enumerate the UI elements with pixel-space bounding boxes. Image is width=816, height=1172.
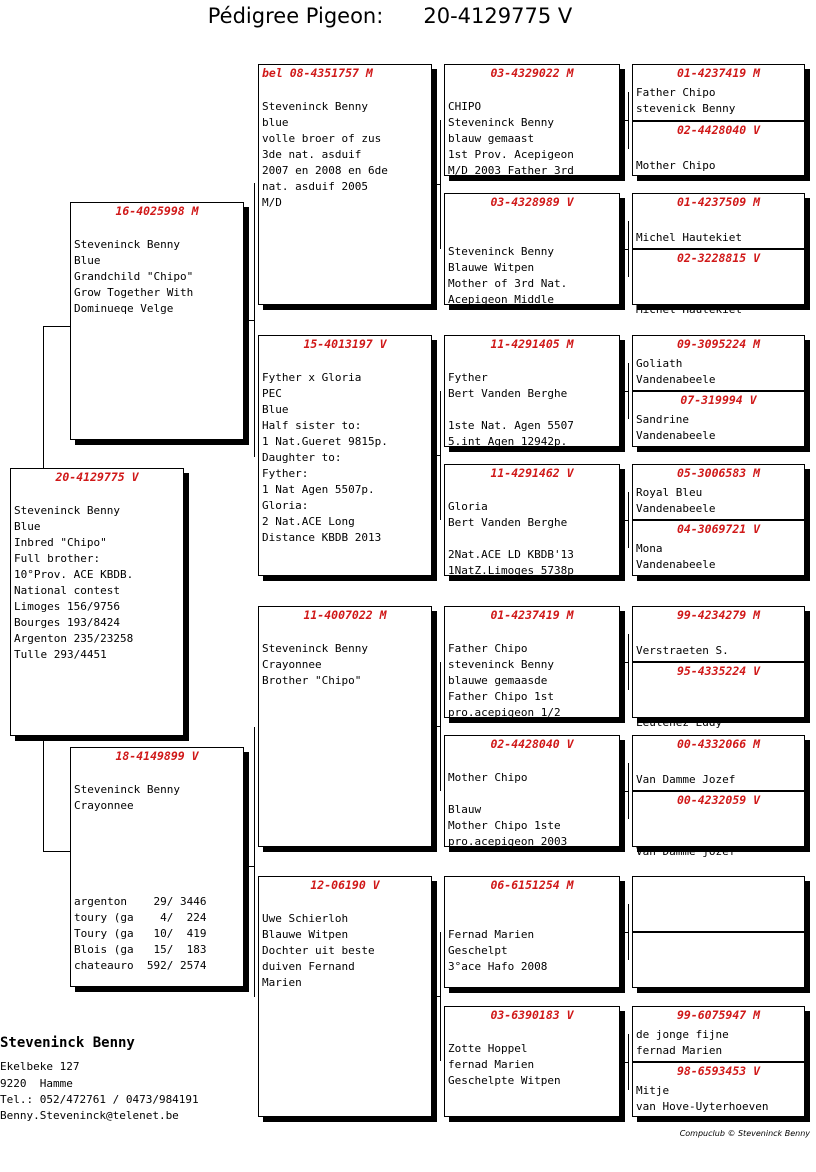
pigeon-detail-line: Dochter uit beste xyxy=(262,944,375,957)
ring-number: bel 08-4351757 M xyxy=(262,66,373,80)
pigeon-detail-line: Geschelpt xyxy=(448,944,508,957)
pigeon-detail-line: 2 Nat.ACE Long xyxy=(262,515,355,528)
pigeon-detail-line: Distance KBDB 2013 xyxy=(262,531,382,544)
copyright-note: Compuclub © Steveninck Benny xyxy=(679,1129,810,1138)
pigeon-detail-line: National contest xyxy=(14,584,120,597)
pigeon-card xyxy=(258,876,432,1117)
pigeon-card xyxy=(632,791,805,858)
ring-number: 11-4291405 M xyxy=(490,337,574,351)
owner-email: Benny.Steveninck@telenet.be xyxy=(0,1109,179,1122)
connector-line xyxy=(620,791,629,792)
pigeon-card xyxy=(444,1006,620,1117)
pigeon-detail-line: pro.acepigeon 2003 xyxy=(448,835,568,848)
pigeon-card xyxy=(444,876,620,988)
pigeon-detail-line: Blois (ga 15/ 183 xyxy=(74,943,207,956)
pigeon-detail-line: Blauwe Witpen xyxy=(448,261,535,274)
pigeon-detail-line: argenton 29/ 3446 xyxy=(74,895,207,908)
pigeon-detail-line: toury (ga 4/ 224 xyxy=(74,911,207,924)
pigeon-detail-line: Tulle 293/4451 xyxy=(14,648,107,661)
pigeon-detail-line: Bert Vanden Berghe xyxy=(448,387,568,400)
ring-number: 02-4428040 V xyxy=(490,737,574,751)
pigeon-detail-line: Mona xyxy=(636,542,663,555)
connector-line xyxy=(432,184,441,185)
pigeon-card xyxy=(444,464,620,576)
pigeon-detail-line: 3°ace Hafo 2008 xyxy=(448,960,548,973)
pigeon-card xyxy=(258,64,432,305)
pigeon-detail-line: M/D 2003 Father 3rd xyxy=(448,164,574,177)
pigeon-card xyxy=(632,121,805,176)
ring-number: 05-3006583 M xyxy=(676,466,761,480)
pigeon-detail-line: Verstraeten S. xyxy=(636,644,729,657)
pigeon-detail-line: Father Chipo 1st xyxy=(448,690,554,703)
pigeon-card xyxy=(632,932,805,988)
pigeon-detail-line: Blauw xyxy=(448,803,482,816)
pigeon-detail-line: volle broer of zus xyxy=(262,132,382,145)
pigeon-card xyxy=(632,193,805,249)
pigeon-detail-line: Van Damme Jozef xyxy=(636,773,736,786)
pigeon-card xyxy=(70,202,244,440)
pigeon-detail-line: fernad Marien xyxy=(636,1044,723,1057)
pigeon-detail-line: steveninck Benny xyxy=(448,658,554,671)
connector-line xyxy=(244,320,255,321)
connector-line xyxy=(432,726,441,727)
pigeon-detail-line: Vandenabeele xyxy=(636,558,716,571)
pigeon-detail-line: Brother "Chipo" xyxy=(262,674,362,687)
ring-number: 03-4328989 V xyxy=(490,195,574,209)
pigeon-card xyxy=(70,747,244,987)
pigeon-detail-line: Fyther x Gloria xyxy=(262,371,362,384)
pigeon-detail-line: Grow Together With xyxy=(74,286,194,299)
pigeon-card xyxy=(632,464,805,520)
connector-line xyxy=(43,326,70,327)
pigeon-detail-line: Steveninck Benny xyxy=(262,100,368,113)
ring-number: 01-4237509 M xyxy=(676,195,761,209)
pigeon-detail-line: CHIPO xyxy=(448,100,482,113)
pigeon-detail-line: Vandenabeele xyxy=(636,373,716,386)
ring-number: 98-6593453 V xyxy=(676,1064,761,1078)
pigeon-detail-line: 3de nat. asduif xyxy=(262,148,362,161)
ring-number: 01-4237419 M xyxy=(490,608,574,622)
ring-number: 00-4232059 V xyxy=(676,793,761,807)
pigeon-detail-line: Dominueqe Velge xyxy=(74,302,174,315)
pigeon-detail-line: Leutenez Eddy xyxy=(636,716,723,729)
ring-number: 03-4329022 M xyxy=(490,66,574,80)
owner-name: Steveninck Benny xyxy=(0,1035,135,1051)
ring-number: 11-4291462 V xyxy=(490,466,574,480)
pigeon-detail-line: 10°Prov. ACE KBDB. xyxy=(14,568,134,581)
pigeon-detail-line: Argenton 235/23258 xyxy=(14,632,134,645)
ring-number: 09-3095224 M xyxy=(676,337,761,351)
connector-line xyxy=(43,326,44,468)
pigeon-detail-line: Blue xyxy=(262,403,289,416)
ring-number: 20-4129775 V xyxy=(55,470,139,484)
pigeon-detail-line: Royal Bleu xyxy=(636,486,703,499)
pigeon-detail-line: Toury (ga 10/ 419 xyxy=(74,927,207,940)
pigeon-detail-line: Mother of 3rd Nat. xyxy=(448,277,568,290)
pigeon-card xyxy=(632,335,805,391)
pigeon-detail-line: Full brother: xyxy=(14,552,101,565)
ring-number: 99-6075947 M xyxy=(676,1008,761,1022)
pigeon-detail-line: 5.int Agen 12942p. xyxy=(448,435,568,448)
ring-number: 95-4335224 V xyxy=(676,664,761,678)
pigeon-detail-line: Vandenabeele xyxy=(636,502,716,515)
pigeon-detail-line: blauwe gemaasde xyxy=(448,674,548,687)
pigeon-detail-line: Michel Hautekiet xyxy=(636,303,742,316)
pigeon-detail-line: Gloria: xyxy=(262,499,309,512)
connector-line xyxy=(620,520,629,521)
pigeon-detail-line: PEC xyxy=(262,387,282,400)
connector-line xyxy=(244,866,255,867)
owner-city: 9220 Hamme xyxy=(0,1077,73,1090)
pigeon-detail-line: Uwe Schierloh xyxy=(262,912,349,925)
pigeon-card xyxy=(632,606,805,662)
pigeon-detail-line: Zotte Hoppel xyxy=(448,1042,528,1055)
pigeon-card xyxy=(632,876,805,932)
pigeon-detail-line: Steveninck Benny xyxy=(14,504,120,517)
pigeon-detail-line: Mitje xyxy=(636,1084,670,1097)
pigeon-detail-line: Vandenabeele xyxy=(636,429,716,442)
pigeon-detail-line: Marien xyxy=(262,976,302,989)
pigeon-detail-line: Crayonnee xyxy=(262,658,322,671)
connector-line xyxy=(432,996,441,997)
ring-number: 03-6390183 V xyxy=(490,1008,574,1022)
pigeon-detail-line: Blauwe Witpen xyxy=(262,928,349,941)
owner-phone: Tel.: 052/472761 / 0473/984191 xyxy=(0,1093,199,1106)
pigeon-detail-line: nat. asduif 2005 xyxy=(262,180,368,193)
pigeon-detail-line: 1 Nat Agen 5507p. xyxy=(262,483,375,496)
page-title: Pédigree Pigeon: 20-4129775 V xyxy=(207,4,573,28)
pigeon-detail-line: Steveninck Benny xyxy=(262,642,368,655)
pigeon-card xyxy=(632,1062,805,1117)
ring-number: 99-4234279 M xyxy=(676,608,761,622)
pigeon-detail-line: Daughter to: xyxy=(262,451,342,464)
pigeon-detail-line: Father Chipo xyxy=(448,642,528,655)
pigeon-card xyxy=(444,193,620,305)
pigeon-card xyxy=(258,606,432,847)
connector-line xyxy=(620,1062,629,1063)
pigeon-detail-line: 1NatZ.Limoges 5738p xyxy=(448,564,574,577)
pigeon-card xyxy=(632,735,805,791)
pigeon-detail-line: 2Nat.ACE LD KBDB'13 xyxy=(448,548,574,561)
pigeon-detail-line: Mother Chipo xyxy=(636,159,716,172)
ring-number: 11-4007022 M xyxy=(303,608,387,622)
pigeon-detail-line: Fyther: xyxy=(262,467,309,480)
connector-line xyxy=(620,120,629,121)
pigeon-detail-line: blauw gemaast xyxy=(448,132,535,145)
owner-address: Ekelbeke 127 xyxy=(0,1060,80,1073)
pigeon-detail-line: Father Chipo xyxy=(636,86,716,99)
pigeon-detail-line: blue xyxy=(262,116,289,129)
pigeon-detail-line: duiven Fernand xyxy=(262,960,355,973)
ring-number: 18-4149899 V xyxy=(115,749,199,763)
pigeon-detail-line: Mother Chipo xyxy=(448,771,528,784)
pigeon-detail-line: van Hove-Uyterhoeven xyxy=(636,1100,769,1113)
connector-line xyxy=(254,727,255,997)
pigeon-card xyxy=(444,335,620,447)
pigeon-detail-line: Steveninck Benny xyxy=(448,116,554,129)
pigeon-detail-line: Goliath xyxy=(636,357,683,370)
pigeon-detail-line: Fernad Marien xyxy=(448,928,535,941)
pigeon-detail-line: Van Damme jozef xyxy=(636,845,736,858)
connector-line xyxy=(620,662,629,663)
connector-line xyxy=(432,455,441,456)
pigeon-detail-line: Crayonnee xyxy=(74,799,134,812)
pigeon-detail-line: 2007 en 2008 en 6de xyxy=(262,164,388,177)
connector-line xyxy=(620,391,629,392)
ring-number: 16-4025998 M xyxy=(115,204,199,218)
pigeon-detail-line: Inbred "Chipo" xyxy=(14,536,107,549)
ring-number: 02-3228815 V xyxy=(676,251,761,265)
pigeon-card xyxy=(258,335,432,576)
ring-number: 04-3069721 V xyxy=(676,522,761,536)
pigeon-detail-line: 1st Prov. Acepigeon xyxy=(448,148,574,161)
pigeon-detail-line: M/D xyxy=(262,196,282,209)
pigeon-detail-line: Blue xyxy=(74,254,101,267)
pigeon-detail-line: de jonge fijne xyxy=(636,1028,729,1041)
pigeon-detail-line: Limoges 156/9756 xyxy=(14,600,120,613)
pigeon-detail-line: Sandrine xyxy=(636,413,689,426)
ring-number: 01-4237419 M xyxy=(676,66,761,80)
ring-number: 00-4332066 M xyxy=(676,737,761,751)
pigeon-card xyxy=(632,249,805,316)
pigeon-detail-line: Gloria xyxy=(448,500,488,513)
ring-number: 12-06190 V xyxy=(310,878,380,892)
pigeon-detail-line: Steveninck Benny xyxy=(448,245,554,258)
pigeon-detail-line: Half sister to: xyxy=(262,419,362,432)
ring-number: 15-4013197 V xyxy=(303,337,387,351)
pigeon-detail-line: fernad Marien xyxy=(448,1058,535,1071)
pigeon-detail-line: 1 Nat.Gueret 9815p. xyxy=(262,435,388,448)
pigeon-detail-line: stevenick Benny xyxy=(636,102,736,115)
pigeon-card xyxy=(632,391,805,447)
pigeon-detail-line: Michel Hautekiet xyxy=(636,231,742,244)
pigeon-card xyxy=(444,735,620,847)
pigeon-detail-line: Steveninck Benny xyxy=(74,783,180,796)
pigeon-detail-line: Blue xyxy=(14,520,41,533)
pigeon-detail-line: Steveninck Benny xyxy=(74,238,180,251)
pigeon-card xyxy=(632,1006,805,1062)
pigeon-detail-line: Acepigeon Middle xyxy=(448,293,554,306)
connector-line xyxy=(620,249,629,250)
pigeon-card xyxy=(632,64,805,121)
pigeon-detail-line: Bert Vanden Berghe xyxy=(448,516,568,529)
pigeon-card xyxy=(632,662,805,729)
pigeon-detail-line: Bourges 193/8424 xyxy=(14,616,120,629)
pigeon-detail-line: pro.acepigeon 1/2 xyxy=(448,706,561,719)
pigeon-detail-line: chateauro 592/ 2574 xyxy=(74,959,207,972)
pigeon-detail-line: Grandchild "Chipo" xyxy=(74,270,194,283)
pigeon-card xyxy=(10,468,184,736)
pigeon-detail-line: Mother Chipo 1ste xyxy=(448,819,561,832)
pigeon-card xyxy=(444,606,620,718)
pigeon-card xyxy=(444,64,620,176)
pigeon-detail-line: Geschelpte Witpen xyxy=(448,1074,561,1087)
ring-number: 07-319994 V xyxy=(680,393,757,407)
connector-line xyxy=(43,851,70,852)
connector-line xyxy=(43,736,44,851)
pigeon-detail-line: Fyther xyxy=(448,371,488,384)
connector-line xyxy=(620,932,629,933)
ring-number: 06-6151254 M xyxy=(490,878,574,892)
pigeon-detail-line: 1ste Nat. Agen 5507 xyxy=(448,419,574,432)
pigeon-card xyxy=(632,520,805,576)
ring-number: 02-4428040 V xyxy=(676,123,761,137)
